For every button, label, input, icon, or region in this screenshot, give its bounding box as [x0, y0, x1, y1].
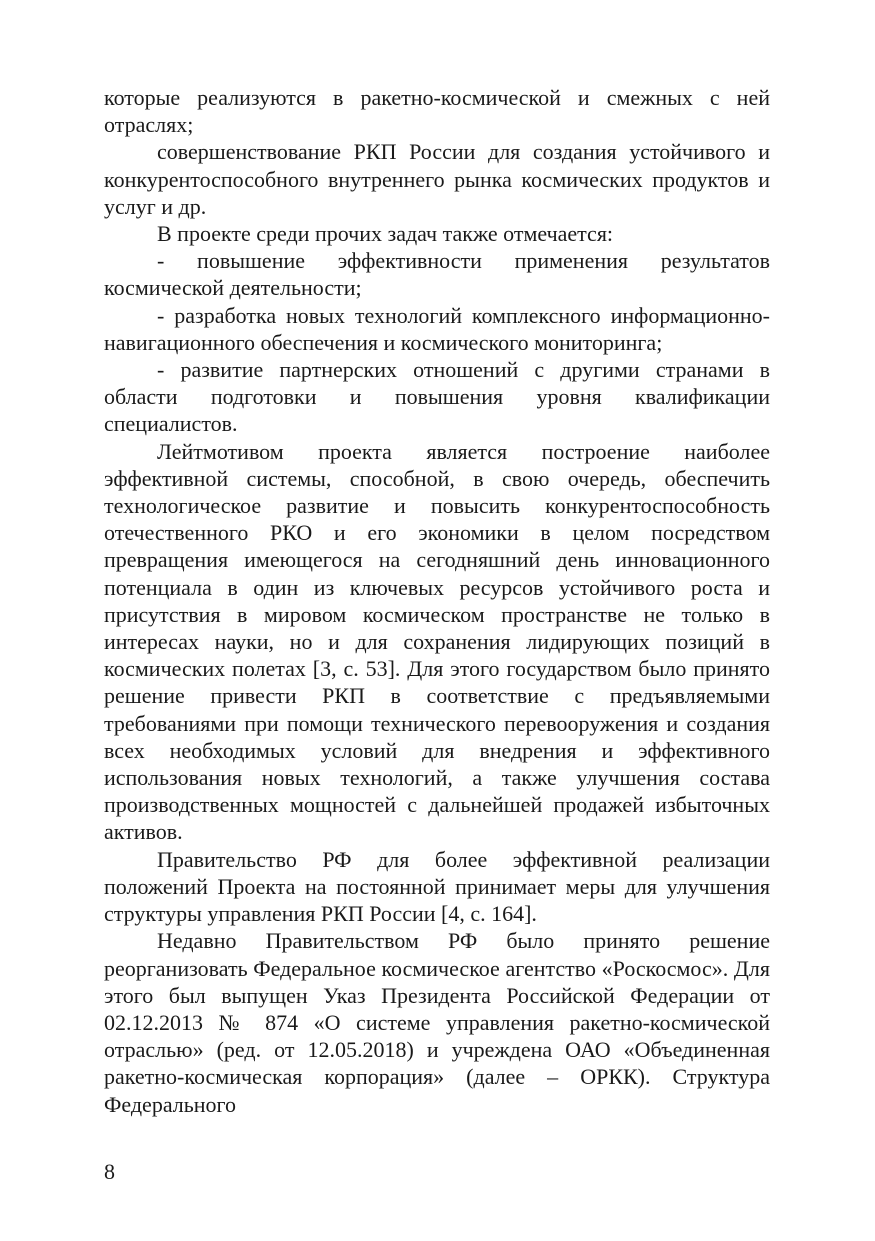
list-item-1: - повышение эффективности применения результатов космической деятельности;: [104, 248, 770, 301]
document-body: [104, 84, 770, 1118]
page-number: 8: [104, 1159, 115, 1184]
paragraph-2: совершенствование РКП России для создания устойчивого и конкурентоспособного внутреннего рынка космических продуктов и услуг и др.: [104, 139, 770, 219]
paragraph-4: Лейтмотивом проекта является построение наиболее эффективной системы, способной, в свою очередь, обеспечить технологическое развитие и повысить конкурентоспособность отечественного РКО и его экономики в целом посредством превращения имеющегося на сегодняшний день инновационного потенциала в один из ключевых ресурсов устойчивого роста и присутствия в мировом космическом пространстве не только в интересах науки, но и для сохранения лидирующих позиций в космических полетах [3, с. 53]. Для этого государством было принято решение привести РКП в соответствие с предъявляемыми требованиями при помощи технического перевооружения и создания всех необходимых условий для внедрения и эффективного использования новых технологий, а также улучшения состава производственных мощностей с дальнейшей продажей избыточных активов.: [104, 438, 770, 845]
list-item-2: - разработка новых технологий комплексного информационно-навигационного обеспечения и космического мониторинга;: [104, 302, 770, 355]
list-item-3: - развитие партнерских отношений с другими странами в области подготовки и повышения уровня квалификации специалистов.: [104, 357, 770, 437]
paragraph-3: В проекте среди прочих задач также отмечается:: [157, 221, 614, 247]
paragraph-1: которые реализуются в ракетно-космической и смежных с ней отраслях;: [104, 85, 770, 138]
paragraph-6: Недавно Правительством РФ было принято решение реорганизовать Федеральное космическое агентство «Роскосмос». Для этого был выпущен Указ Президента Российской Федерации от 02.12.2013 № 874 «О системе управления ракетно-космической отраслью» (ред. от 12.05.2018) и учреждена ОАО «Объединенная ракетно-космическая корпорация» (далее – ОРКК). Структура Федерального: [104, 928, 770, 1117]
paragraph-5: Правительство РФ для более эффективной реализации положений Проекта на постоянной принимает меры для улучшения структуры управления РКП России [4, с. 164].: [104, 846, 770, 927]
